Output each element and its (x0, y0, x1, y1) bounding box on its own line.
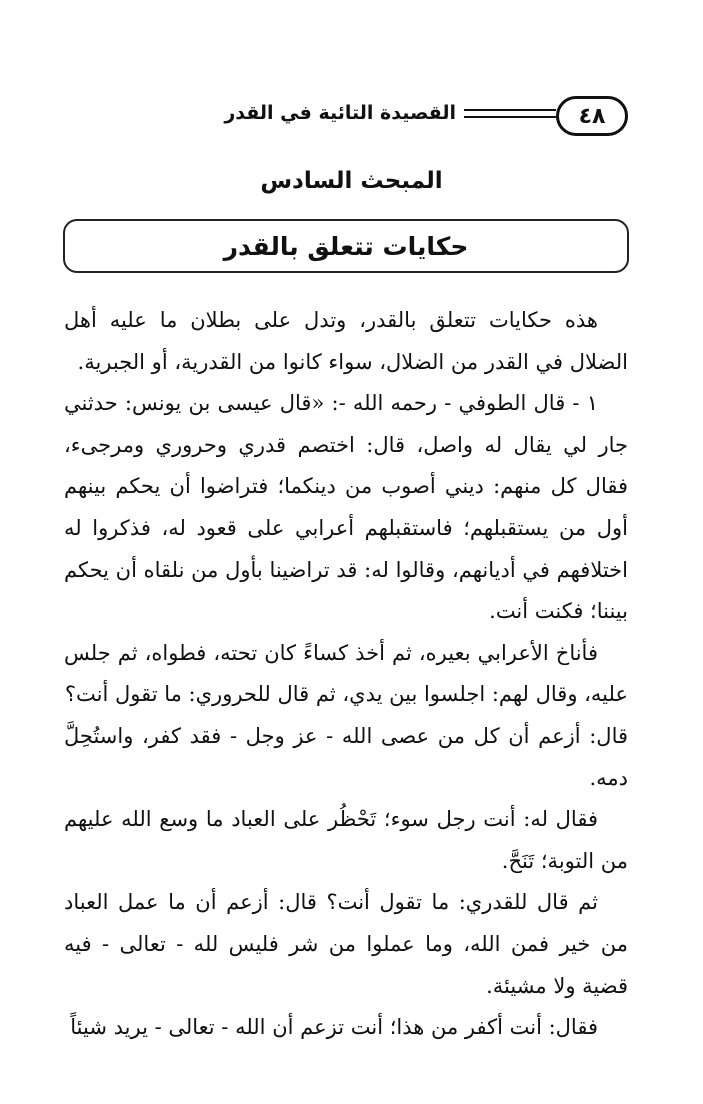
chapter-title-box (63, 219, 629, 273)
paragraph: فقال: أنت أكفر من هذا؛ أنت تزعم أن الله - تعالى - يريد شيئاً (70, 1015, 598, 1040)
paragraph: قال: أزعم أن كل من عصى الله - عز وجل - فقد كفر، واستُحِلَّ دمه. (64, 723, 628, 790)
section-heading: المبحث السادس (260, 168, 443, 194)
body-text (64, 300, 628, 1049)
chapter-title: حكايات تتعلق بالقدر (223, 231, 469, 261)
paragraph: فقال له: أنت رجل سوء؛ تَحْظُر على العباد ما وسع الله عليهم من التوبة؛ تَنَحَّ. (64, 807, 628, 873)
running-title: القصيدة التائية في القدر (224, 102, 456, 124)
paragraph: ١ - قال الطوفي - رحمه الله -: «قال عيسى بن يونس: حدثني جار لي يقال له واصل، قال: اختصم قدري وحروري ومرجىء، فقال كل منهم: ديني أصوب من دينكما؛ فتراضوا أن يحكم بينهم أول من يستقبلهم؛ فاستقبلهم أعرابي على قعود له، فذكروا له اختلافهم في أديانهم، وقالوا له: قد تراضينا بأول من نلقاه أن يحكم بيننا؛ فكنت أنت. (64, 391, 628, 624)
page-header (28, 96, 628, 136)
header-double-rule (464, 109, 556, 118)
paragraph: هذه حكايات تتعلق بالقدر، وتدل على بطلان ما عليه أهل الضلال في القدر من الضلال، سواء كانوا من القدرية، أو الجبرية. (64, 308, 628, 374)
paragraph: ثم قال للقدري: ما تقول أنت؟ قال: أزعم أن ما عمل العباد من خير فمن الله، وما عملوا من شر فليس لله - تعالى - فيه قضية ولا مشيئة. (64, 890, 628, 998)
page-number-badge: ٤٨ (556, 96, 628, 136)
paragraph: فأناخ الأعرابي بعيره، ثم أخذ كساءً كان تحته، فطواه، ثم جلس عليه، وقال لهم: اجلسوا بين يدي، ثم قال للحروري: ما تقول أنت؟ (64, 640, 628, 707)
